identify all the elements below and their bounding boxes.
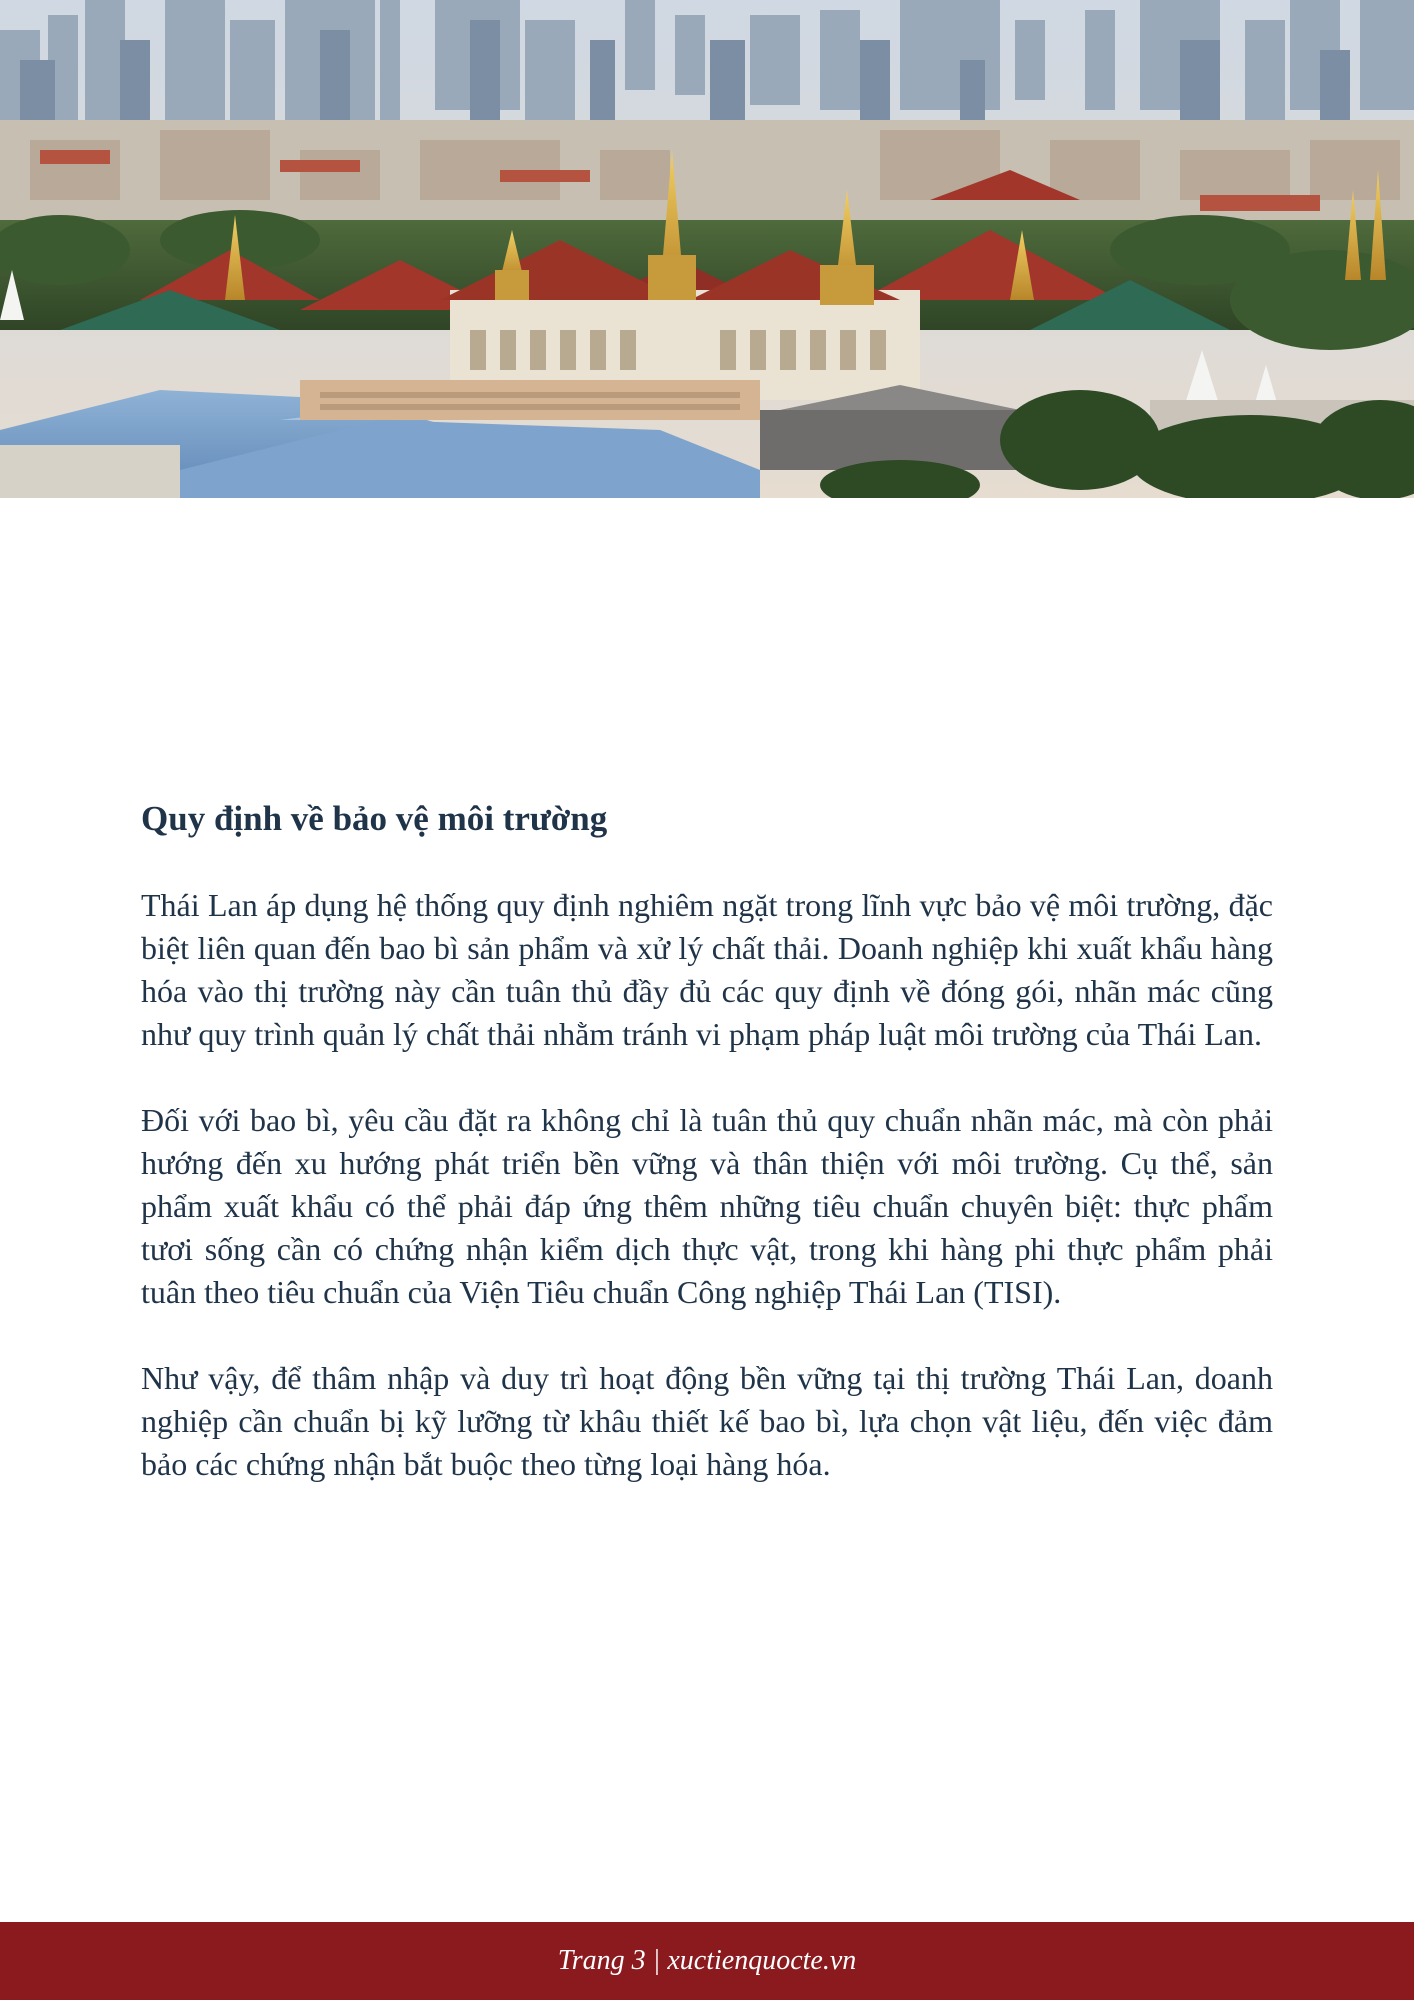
paragraph-packaging: Đối với bao bì, yêu cầu đặt ra không chỉ là tuân thủ quy chuẩn nhãn mác, mà còn phải hướng đến xu hướng phát triển bền vững và thân thiện với môi trường. Cụ thể, sản phẩm xuất khẩu có thể phải đáp ứng thêm những tiêu chuẩn chuyên biệt: thực phẩm tươi sống cần có chứng nhận kiểm dịch thực vật, trong khi hàng phi thực phẩm phải tuân theo tiêu chuẩn của Viện Tiêu chuẩn Công nghiệp Thái Lan (TISI). xyxy=(141,1102,1273,1310)
section-heading: Quy định về bảo vệ môi trường xyxy=(141,799,608,838)
article-content xyxy=(141,798,1273,1529)
page-footer xyxy=(0,1922,1414,2000)
paragraph-intro: Thái Lan áp dụng hệ thống quy định nghiêm ngặt trong lĩnh vực bảo vệ môi trường, đặc biệt liên quan đến bao bì sản phẩm và xử lý chất thải. Doanh nghiệp khi xuất khẩu hàng hóa vào thị trường này cần tuân thủ đầy đủ các quy định về đóng gói, nhãn mác cũng như quy trình quản lý chất thải nhằm tránh vi phạm pháp luật môi trường của Thái Lan. xyxy=(141,887,1273,1052)
footer-page-label: Trang 3 | xuctienquocte.vn xyxy=(557,1945,857,1976)
hero-image xyxy=(0,0,1414,498)
paragraph-conclusion: Như vậy, để thâm nhập và duy trì hoạt động bền vững tại thị trường Thái Lan, doanh nghiệp cần chuẩn bị kỹ lưỡng từ khâu thiết kế bao bì, lựa chọn vật liệu, đến việc đảm bảo các chứng nhận bắt buộc theo từng loại hàng hóa. xyxy=(141,1360,1273,1482)
